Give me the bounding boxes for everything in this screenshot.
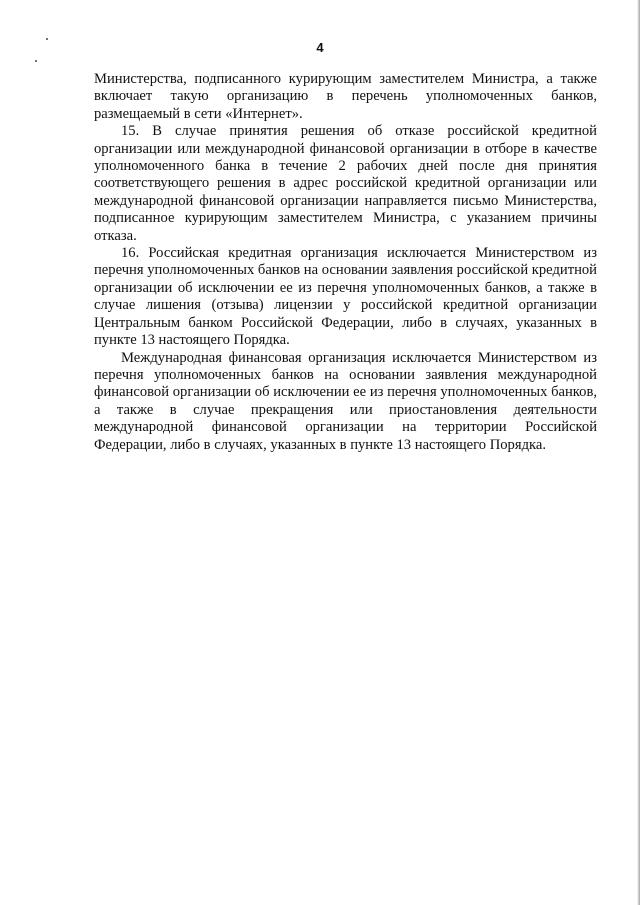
- paragraph-continuation: Министерства, подписанного курирующим заместителем Министра, а также включает такую организацию в перечень уполномоченных банков, размещаемый в сети «Интернет».: [94, 71, 597, 122]
- page-number: 4: [316, 40, 324, 55]
- paragraph-international-org: Международная финансовая организация исключается Министерством из перечня уполномоченных банков на основании заявления международной финансовой организации об исключении ее из перечня уполномоченных банков, а также в случае прекращения или приостановления деятельности международной финансовой организации на территории Российской Федерации, либо в случаях, указанных в пункте 13 настоящего Порядка.: [94, 349, 597, 453]
- paragraph-item-16: 16. Российская кредитная организация исключается Министерством из перечня уполномоченных банков на основании заявления российской кредитной организации об исключении ее из перечня уполномоченных банков, а также в случае лишения (отзыва) лицензии у российской кредитной организации Центральным банком Российской Федерации, либо в случаях, указанных в пункте 13 настоящего Порядка.: [94, 245, 597, 349]
- document-body: [94, 71, 597, 454]
- scan-speck: [35, 60, 37, 62]
- paragraph-item-15: 15. В случае принятия решения об отказе российской кредитной организации или международной финансовой организации в отборе в качестве уполномоченного банка в течение 2 рабочих дней после дня принятия соответствующего решения в адрес российской кредитной организации или международной финансовой организации направляется письмо Министерства, подписанное курирующим заместителем Министра, с указанием причины отказа.: [94, 123, 597, 244]
